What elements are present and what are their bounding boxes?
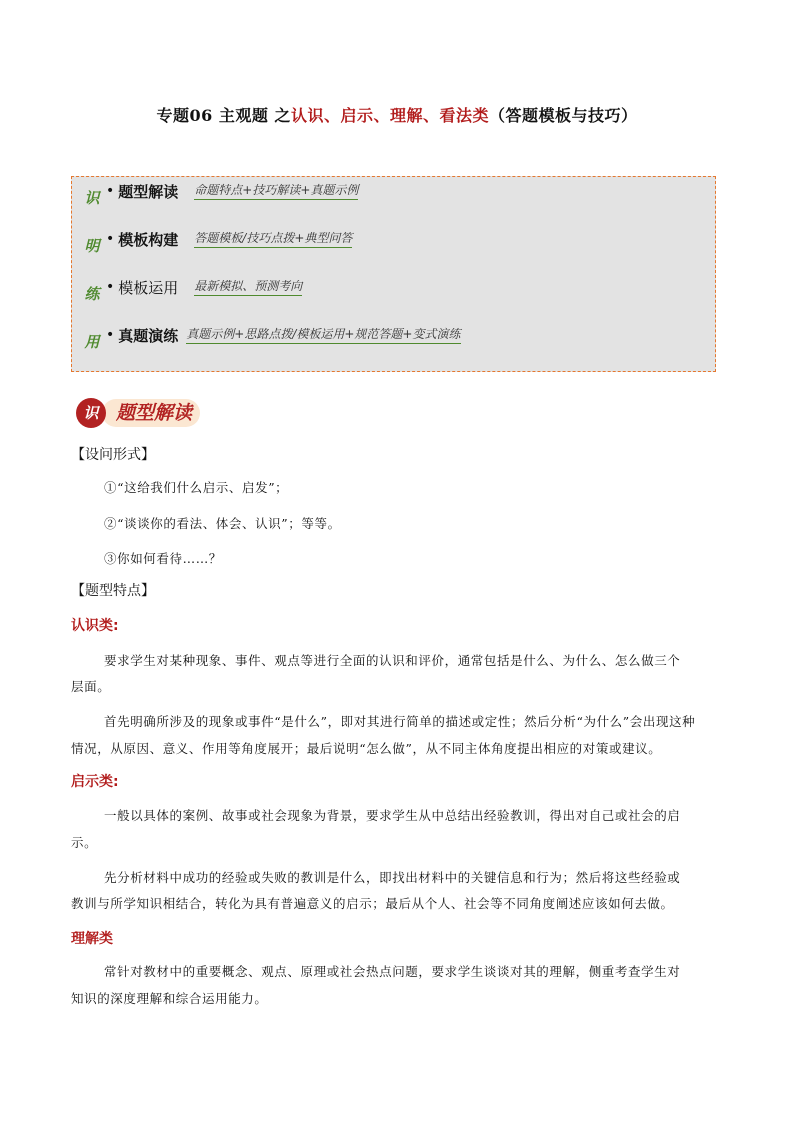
bullet-icon: • [106, 279, 115, 295]
paragraph-line: 层面。 [71, 679, 111, 694]
nav-item-sub: 命题特点+技巧解读+真题示例 [194, 183, 358, 200]
question-form-item: ①“这给我们什么启示、启发”； [104, 480, 289, 495]
side-chars [82, 183, 102, 375]
title-highlight: 认识、启示、理解、看法类 [290, 106, 489, 125]
nav-item-label: 模板构建 [118, 230, 179, 249]
nav-item-real-exam[interactable] [106, 324, 461, 346]
nav-item-question-type[interactable] [106, 180, 358, 202]
features-heading: 【题型特点】 [71, 583, 155, 599]
nav-item-sub: 答题模板/技巧点拨+典型问答 [194, 231, 352, 248]
badge-text: 题型解读 [102, 399, 200, 427]
paragraph-line: 先分析材料中成功的经验或失败的教训是什么，即找出材料中的关键信息和行为；然后将这些经验或 [104, 870, 681, 885]
paragraph-line: 常针对教材中的重要概念、观点、原理或社会热点问题，要求学生谈谈对其的理解，侧重考查学生对 [104, 964, 681, 979]
contents-box [71, 176, 716, 372]
question-form-item: ②“谈谈你的看法、体会、认识”；等等。 [104, 516, 341, 531]
side-char: 用 [84, 333, 100, 351]
side-char: 识 [84, 189, 100, 207]
paragraph-line: 首先明确所涉及的现象或事件“是什么”，即对其进行简单的描述或定性；然后分析“为什么”会出现这种 [104, 714, 696, 729]
badge-icon: 识 [76, 398, 106, 428]
enlightenment-heading: 启示类: [71, 774, 119, 790]
side-char: 明 [84, 237, 100, 255]
title-prefix: 专题06 主观题 之 [156, 106, 291, 125]
question-form-item: ③你如何看待……？ [104, 551, 222, 566]
side-char: 练 [84, 285, 100, 303]
nav-item-template-build[interactable] [106, 228, 352, 250]
section-badge [76, 396, 212, 430]
title-suffix: （答题模板与技巧） [488, 106, 638, 125]
nav-item-template-use[interactable] [106, 276, 302, 298]
question-form-heading: 【设问形式】 [71, 447, 155, 463]
paragraph-line: 教训与所学知识相结合，转化为具有普遍意义的启示；最后从个人、社会等不同角度阐述应该如何去做。 [71, 896, 674, 911]
paragraph-line: 一般以具体的案例、故事或社会现象为背景，要求学生从中总结出经验教训，得出对自己或社会的启 [104, 808, 681, 823]
recognition-heading: 认识类: [71, 618, 119, 634]
paragraph-line: 示。 [71, 835, 98, 850]
nav-item-label: 模板运用 [118, 278, 179, 297]
page-title [0, 103, 794, 126]
nav-item-label: 真题演练 [118, 326, 179, 345]
bullet-icon: • [106, 231, 115, 247]
paragraph-line: 要求学生对某种现象、事件、观点等进行全面的认识和评价，通常包括是什么、为什么、怎么做三个 [104, 653, 681, 668]
nav-item-sub: 最新模拟、预测考向 [194, 279, 302, 296]
understanding-heading: 理解类 [71, 931, 113, 947]
paragraph-line: 情况，从原因、意义、作用等角度展开；最后说明“怎么做”，从不同主体角度提出相应的对策或建议。 [71, 741, 662, 756]
bullet-icon: • [106, 183, 115, 199]
bullet-icon: • [106, 327, 115, 343]
paragraph-line: 知识的深度理解和综合运用能力。 [71, 991, 268, 1006]
nav-item-label: 题型解读 [118, 182, 179, 201]
nav-item-sub: 真题示例+思路点拨/模板运用+规范答题+变式演练 [186, 327, 460, 344]
